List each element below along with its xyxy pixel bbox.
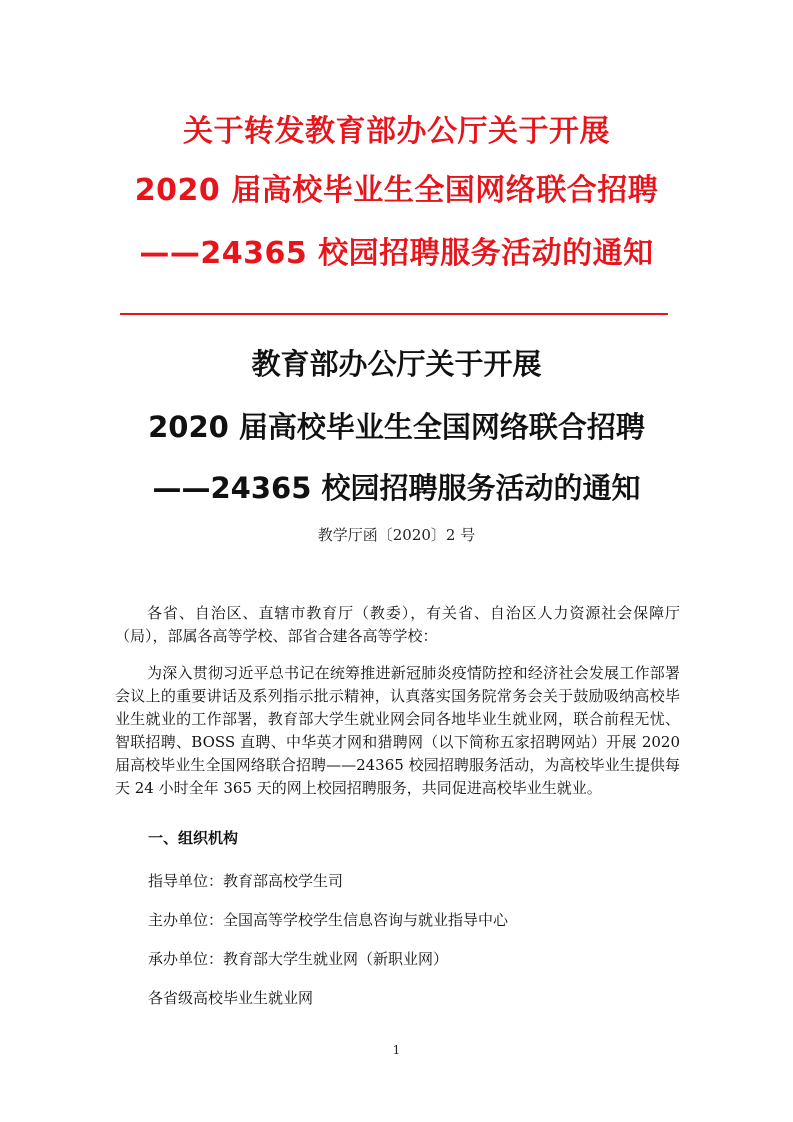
addressee-paragraph: 各省、自治区、直辖市教育厅（教委），有关省、自治区人力资源社会保障厅（局），部属各高等学校、部省合建各高等学校：	[115, 604, 680, 645]
red-title-line-3: ——24365 校园招聘服务活动的通知	[139, 236, 654, 271]
org-guide-unit: 指导单位：教育部高校学生司	[148, 872, 344, 890]
page-number: 1	[392, 1043, 401, 1057]
notice-title-line-3: ——24365 校园招聘服务活动的通知	[152, 471, 641, 505]
red-title-line-2: 2020 届高校毕业生全国网络联合招聘	[134, 173, 659, 208]
org-host-unit: 主办单位：全国高等学校学生信息咨询与就业指导中心	[148, 911, 509, 929]
document-number: 教学厅函〔2020〕2 号	[317, 526, 476, 544]
red-title-line-1: 关于转发教育部办公厅关于开展	[183, 114, 610, 149]
notice-title-line-1: 教育部办公厅关于开展	[251, 347, 542, 381]
org-organizer-unit: 承办单位：教育部大学生就业网（新职业网）	[148, 950, 449, 968]
notice-title-line-2: 2020 届高校毕业生全国网络联合招聘	[148, 410, 645, 444]
red-divider-rule	[120, 313, 668, 315]
org-provincial-networks: 各省级高校毕业生就业网	[148, 989, 314, 1007]
intro-paragraph: 为深入贯彻习近平总书记在统筹推进新冠肺炎疫情防控和经济社会发展工作部署会议上的重要讲话及系列指示批示精神，认真落实国务院常务会关于鼓励吸纳高校毕业生就业的工作部署，教育部大学生就业网会同各地毕业生就业网，联合前程无忧、智联招聘、BOSS 直聘、中华英才网和猎聘网（以下简称五家招聘网站）开展 2020 届高校毕业生全国网络联合招聘——24365 校园招聘服务活动，为高校毕业生提供每天 24 小时全年 365 天的网上校园招聘服务，共同促进高校毕业生就业。	[115, 664, 680, 797]
section-heading-organization: 一、组织机构	[148, 829, 239, 847]
